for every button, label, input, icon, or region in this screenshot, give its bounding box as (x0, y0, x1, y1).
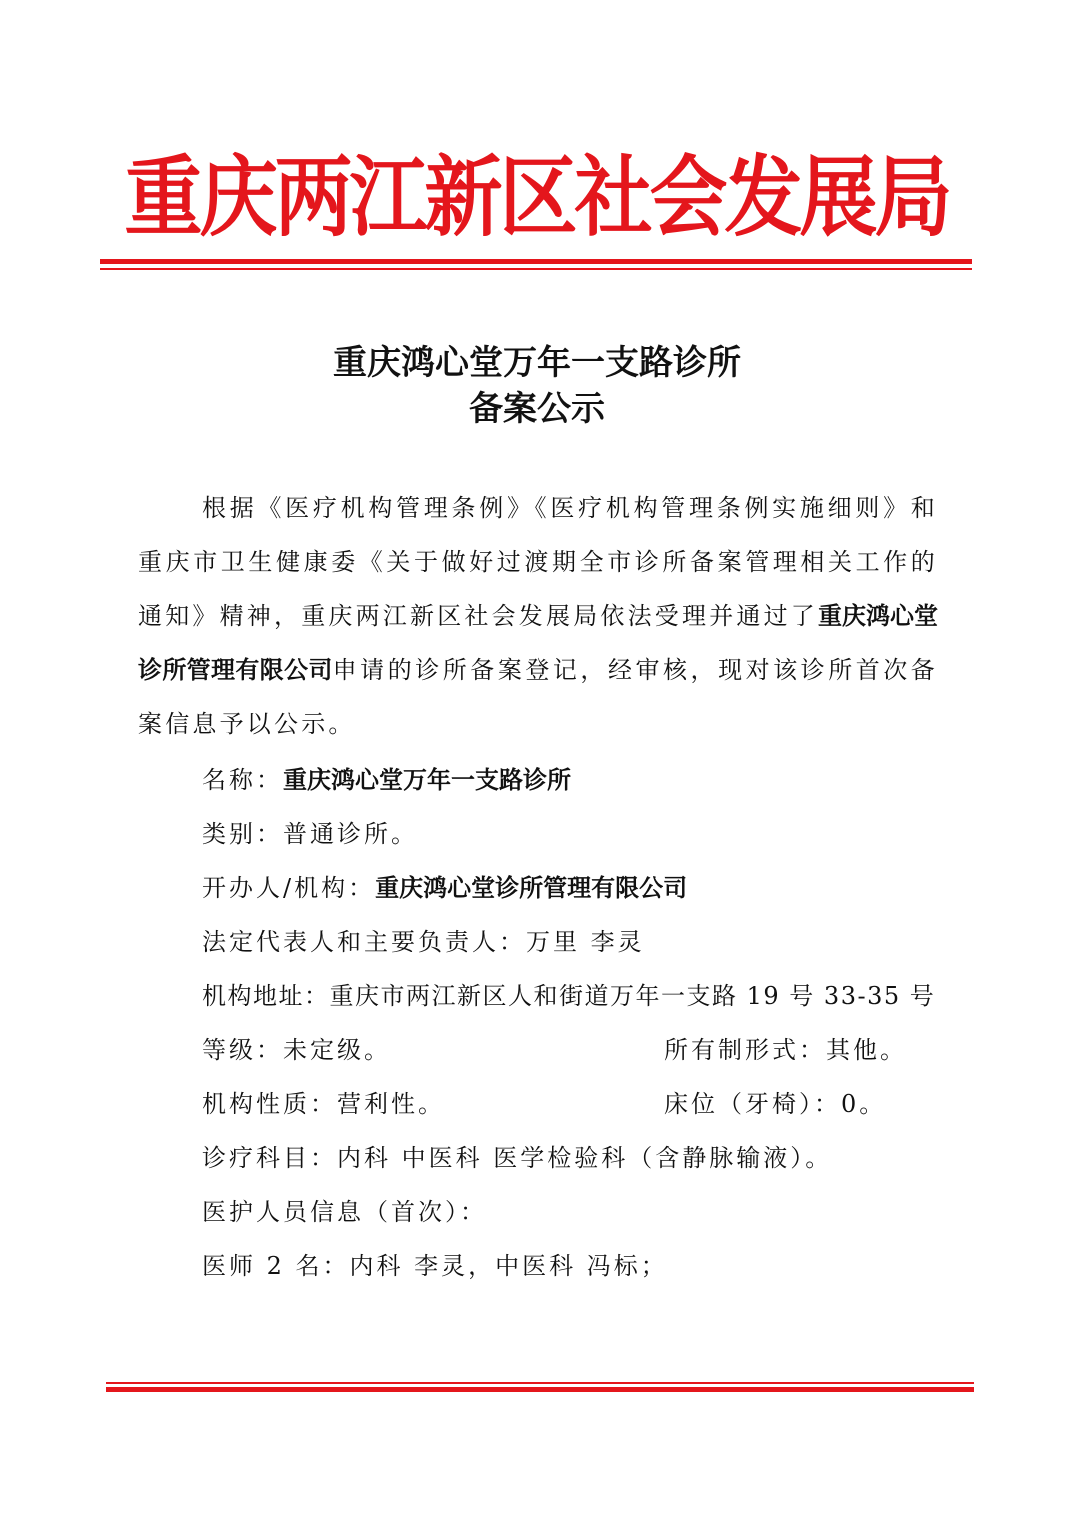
info-departments-row: 诊疗科目：内科 中医科 医学检验科（含静脉输液）。 (202, 1144, 833, 1172)
intro-paragraph (138, 481, 938, 751)
info-legal-rep-row: 法定代表人和主要负责人：万里 李灵 (202, 928, 645, 956)
document-title-line1: 重庆鸿心堂万年一支路诊所 (333, 343, 741, 383)
clinic-name-value: 重庆鸿心堂万年一支路诊所 (283, 766, 571, 794)
founder-label: 开办人/机构： (202, 874, 376, 902)
applicant-org-name: 重庆鸿心堂诊所管理有限公司 (138, 602, 938, 684)
footer-rule-thick (106, 1387, 974, 1392)
info-doctors-row: 医师 2 名：内科 李灵，中医科 冯标； (202, 1252, 668, 1280)
info-founder-row (202, 870, 687, 906)
info-staff-header: 医护人员信息（首次）： (202, 1198, 487, 1226)
info-address-row: 机构地址：重庆市两江新区人和街道万年一支路 19 号 33-35 号 (202, 982, 936, 1010)
letterhead-org-name: 重庆两江新区社会发展局 (124, 148, 950, 249)
info-nature: 机构性质：营利性。 (202, 1090, 445, 1118)
name-label: 名称： (202, 766, 283, 794)
founder-value: 重庆鸿心堂诊所管理有限公司 (375, 874, 688, 902)
intro-text-part1: 根据《医疗机构管理条例》《医疗机构管理条例实施细则》和重庆市卫生健康委《关于做好过渡期全市诊所备案管理相关工作的通知》精神，重庆两江新区社会发展局依法受理并通过了 (138, 494, 938, 630)
info-ownership: 所有制形式：其他。 (664, 1036, 907, 1064)
info-name-row (202, 762, 571, 798)
document-title-line2: 备案公示 (469, 389, 605, 429)
header-rule-thin (100, 268, 972, 270)
header-rule-thick (100, 259, 972, 264)
info-beds: 床位（牙椅）：0。 (664, 1090, 887, 1118)
intro-text-part2: 申请的诊所备案登记，经审核，现对该诊所首次备案信息予以公示。 (138, 656, 939, 738)
footer-rule-thin (106, 1382, 974, 1384)
info-category-row: 类别：普通诊所。 (202, 820, 418, 848)
info-grade: 等级：未定级。 (202, 1036, 391, 1064)
